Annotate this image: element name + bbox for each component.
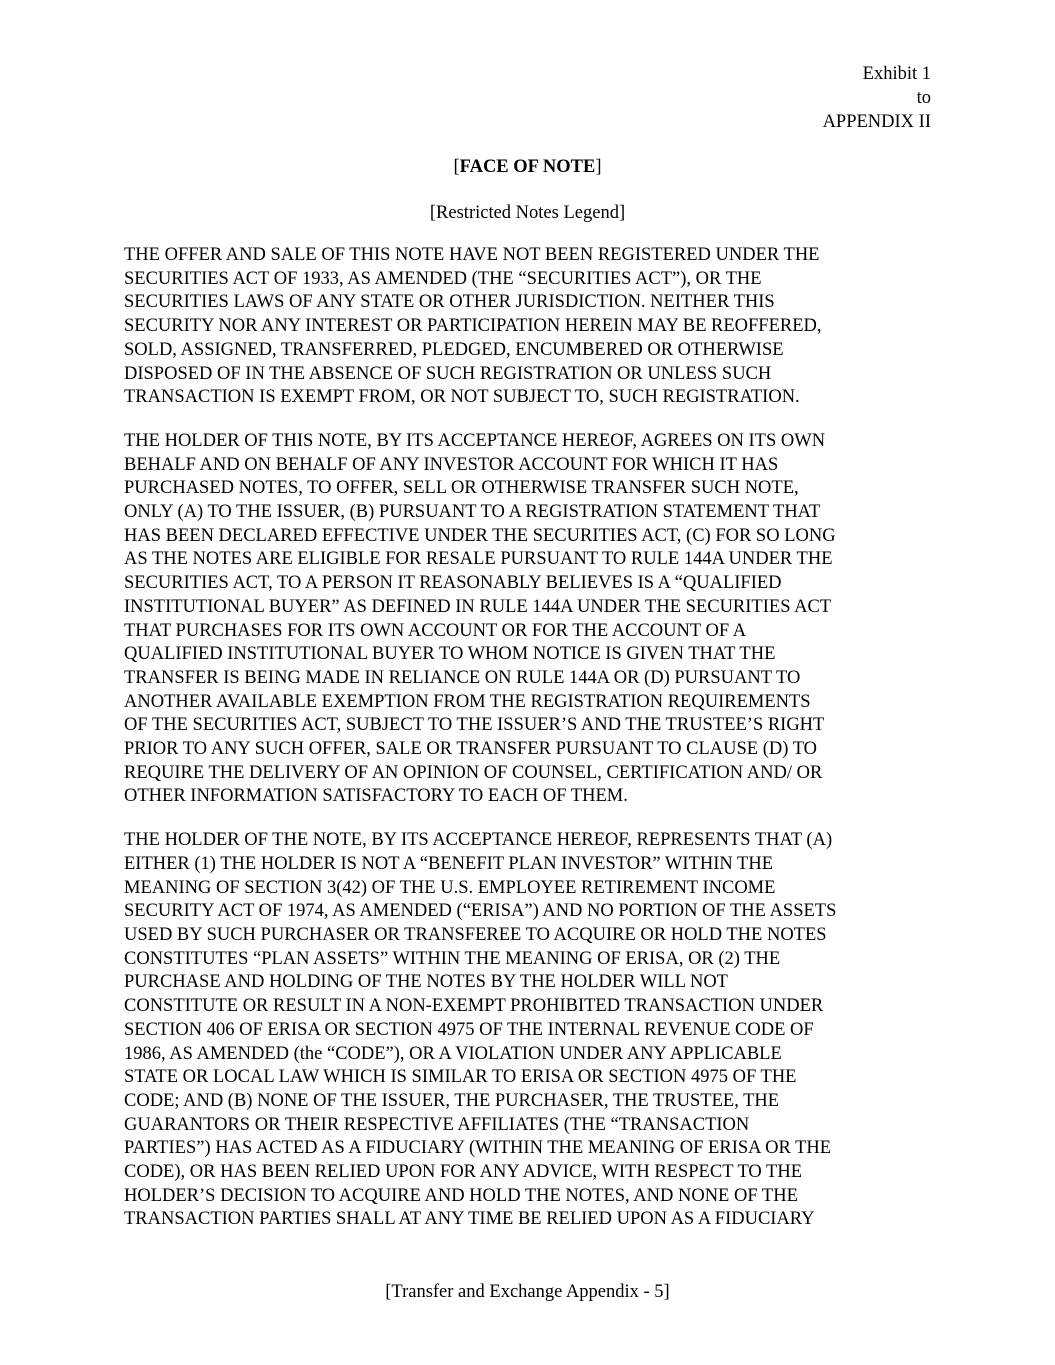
paragraph-line: DISPOSED OF IN THE ABSENCE OF SUCH REGISTRATION OR UNLESS SUCH — [124, 363, 772, 384]
paragraph-line: OTHER INFORMATION SATISFACTORY TO EACH OF THEM. — [124, 786, 628, 807]
paragraph-line: SECURITY NOR ANY INTEREST OR PARTICIPATION HEREIN MAY BE REOFFERED, — [124, 316, 822, 337]
paragraph-line: PARTIES”) HAS ACTED AS A FIDUCIARY (WITHIN THE MEANING OF ERISA OR THE — [124, 1138, 832, 1159]
paragraph-line: ANOTHER AVAILABLE EXEMPTION FROM THE REGISTRATION REQUIREMENTS — [124, 691, 811, 712]
paragraph-line: SECURITIES ACT OF 1933, AS AMENDED (THE “SECURITIES ACT”), OR THE — [124, 268, 762, 289]
legend-body — [124, 244, 939, 1252]
page-footer: [Transfer and Exchange Appendix - 5] — [385, 1282, 670, 1302]
paragraph-line: BEHALF AND ON BEHALF OF ANY INVESTOR ACCOUNT FOR WHICH IT HAS — [124, 454, 779, 475]
legend-paragraph — [124, 244, 939, 410]
paragraph-line: SECURITIES LAWS OF ANY STATE OR OTHER JURISDICTION. NEITHER THIS — [124, 292, 775, 313]
paragraph-line: INSTITUTIONAL BUYER” AS DEFINED IN RULE 144A UNDER THE SECURITIES ACT — [124, 596, 832, 617]
exhibit-line: APPENDIX II — [822, 112, 931, 132]
paragraph-line: CONSTITUTE OR RESULT IN A NON-EXEMPT PROHIBITED TRANSACTION UNDER — [124, 996, 824, 1017]
paragraph-line: 1986, AS AMENDED (the “CODE”), OR A VIOLATION UNDER ANY APPLICABLE — [124, 1043, 782, 1064]
exhibit-line: Exhibit 1 — [862, 64, 931, 84]
paragraph-line: STATE OR LOCAL LAW WHICH IS SIMILAR TO ERISA OR SECTION 4975 OF THE — [124, 1067, 797, 1088]
paragraph-line: EITHER (1) THE HOLDER IS NOT A “BENEFIT PLAN INVESTOR” WITHIN THE — [124, 853, 773, 874]
paragraph-line: THE HOLDER OF THIS NOTE, BY ITS ACCEPTANCE HEREOF, AGREES ON ITS OWN — [124, 430, 826, 451]
legend-paragraph — [124, 829, 939, 1232]
paragraph-line: ONLY (A) TO THE ISSUER, (B) PURSUANT TO A REGISTRATION STATEMENT THAT — [124, 502, 821, 523]
face-of-note-heading — [0, 155, 1055, 179]
paragraph-line: THE HOLDER OF THE NOTE, BY ITS ACCEPTANCE HEREOF, REPRESENTS THAT (A) — [124, 830, 833, 851]
bracket-close: ] — [595, 157, 602, 177]
paragraph-line: CODE), OR HAS BEEN RELIED UPON FOR ANY ADVICE, WITH RESPECT TO THE — [124, 1162, 803, 1183]
paragraph-line: REQUIRE THE DELIVERY OF AN OPINION OF COUNSEL, CERTIFICATION AND/ OR — [124, 762, 823, 783]
paragraph-line: SECURITY ACT OF 1974, AS AMENDED (“ERISA”) AND NO PORTION OF THE ASSETS — [124, 901, 837, 922]
paragraph-line: THAT PURCHASES FOR ITS OWN ACCOUNT OR FOR THE ACCOUNT OF A — [124, 620, 747, 641]
paragraph-line: HAS BEEN DECLARED EFFECTIVE UNDER THE SECURITIES ACT, (C) FOR SO LONG — [124, 525, 836, 546]
paragraph-line: USED BY SUCH PURCHASER OR TRANSFEREE TO ACQUIRE OR HOLD THE NOTES — [124, 924, 827, 945]
paragraph-line: SECTION 406 OF ERISA OR SECTION 4975 OF THE INTERNAL REVENUE CODE OF — [124, 1019, 814, 1040]
paragraph-line: QUALIFIED INSTITUTIONAL BUYER TO WHOM NOTICE IS GIVEN THAT THE — [124, 644, 776, 665]
paragraph-line: MEANING OF SECTION 3(42) OF THE U.S. EMPLOYEE RETIREMENT INCOME — [124, 877, 776, 898]
legend-paragraph — [124, 430, 939, 809]
paragraph-line: PURCHASE AND HOLDING OF THE NOTES BY THE HOLDER WILL NOT — [124, 972, 728, 993]
paragraph-line: SECURITIES ACT, TO A PERSON IT REASONABLY BELIEVES IS A “QUALIFIED — [124, 573, 782, 594]
paragraph-line: PURCHASED NOTES, TO OFFER, SELL OR OTHERWISE TRANSFER SUCH NOTE, — [124, 478, 799, 499]
paragraph-line: TRANSACTION IS EXEMPT FROM, OR NOT SUBJECT TO, SUCH REGISTRATION. — [124, 387, 800, 408]
paragraph-line: SOLD, ASSIGNED, TRANSFERRED, PLEDGED, ENCUMBERED OR OTHERWISE — [124, 339, 784, 360]
paragraph-line: TRANSFER IS BEING MADE IN RELIANCE ON RULE 144A OR (D) PURSUANT TO — [124, 667, 801, 688]
legend-heading: [Restricted Notes Legend] — [429, 203, 626, 223]
face-of-note-label: FACE OF NOTE — [459, 157, 596, 177]
paragraph-line: GUARANTORS OR THEIR RESPECTIVE AFFILIATES (THE “TRANSACTION — [124, 1114, 750, 1135]
paragraph-line: OF THE SECURITIES ACT, SUBJECT TO THE ISSUER’S AND THE TRUSTEE’S RIGHT — [124, 715, 825, 736]
exhibit-line: to — [916, 88, 931, 108]
paragraph-line: HOLDER’S DECISION TO ACQUIRE AND HOLD THE NOTES, AND NONE OF THE — [124, 1185, 798, 1206]
paragraph-line: CODE; AND (B) NONE OF THE ISSUER, THE PURCHASER, THE TRUSTEE, THE — [124, 1090, 780, 1111]
paragraph-line: PRIOR TO ANY SUCH OFFER, SALE OR TRANSFER PURSUANT TO CLAUSE (D) TO — [124, 739, 818, 760]
paragraph-line: CONSTITUTES “PLAN ASSETS” WITHIN THE MEANING OF ERISA, OR (2) THE — [124, 948, 781, 969]
bracket-open: [ — [453, 157, 460, 177]
exhibit-reference — [823, 62, 931, 134]
paragraph-line: AS THE NOTES ARE ELIGIBLE FOR RESALE PURSUANT TO RULE 144A UNDER THE — [124, 549, 833, 570]
paragraph-line: THE OFFER AND SALE OF THIS NOTE HAVE NOT BEEN REGISTERED UNDER THE — [124, 245, 820, 265]
paragraph-line: TRANSACTION PARTIES SHALL AT ANY TIME BE RELIED UPON AS A FIDUCIARY — [124, 1209, 815, 1230]
